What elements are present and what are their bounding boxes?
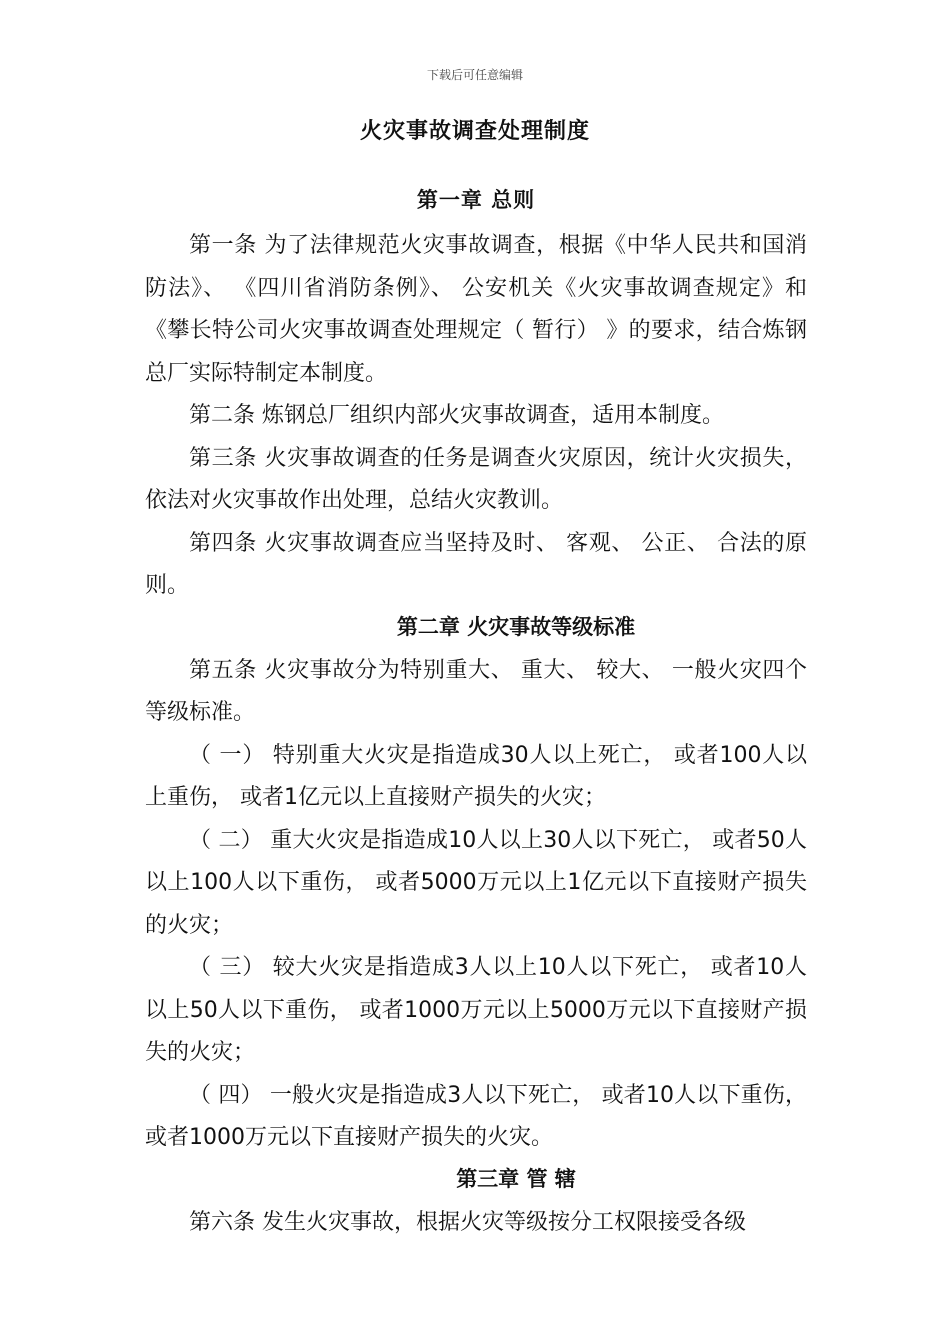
chapter-heading-2: 第二章 火灾事故等级标准 bbox=[396, 614, 636, 639]
item-3: （ 三） 较大火灾是指造成3人以上10人以下死亡， 或者10人以上50人以下重伤， 或者1000万元以上5000万元以下直接财产损失的火灾； bbox=[145, 955, 807, 1065]
item-2: （ 二） 重大火灾是指造成10人以上30人以下死亡， 或者50人以上100人以下重伤， 或者5000万元以上1亿元以下直接财产损失的火灾； bbox=[145, 827, 807, 938]
item-1: （ 一） 特别重大火灾是指造成30人以上死亡， 或者100人以上重伤， 或者1亿元以上直接财产损失的火灾； bbox=[145, 742, 807, 810]
chapter-heading-1: 第一章 总则 bbox=[416, 188, 536, 212]
article-2: 第二条 炼钢总厂组织内部火灾事故调查，适用本制度。 bbox=[189, 403, 724, 428]
chapter-heading-3: 第三章 管 辖 bbox=[456, 1166, 576, 1191]
item-4: （ 四） 一般火灾是指造成3人以下死亡， 或者10人以下重伤， 或者1000万元以下直接财产损失的火灾。 bbox=[145, 1082, 807, 1150]
article-1: 第一条 为了法律规范火灾事故调查，根据《中华人民共和国消防法》、 《四川省消防条例》、 公安机关《火灾事故调查规定》和《攀长特公司火灾事故调查处理规定（ 暂行） 》的要求，结合炼钢总厂实际特制定本制度。 bbox=[145, 233, 807, 386]
document-title: 火灾事故调查处理制度 bbox=[359, 119, 590, 144]
article-5: 第五条 火灾事故分为特别重大、 重大、 较大、 一般火灾四个等级标准。 bbox=[145, 657, 807, 725]
article-4: 第四条 火灾事故调查应当坚持及时、 客观、 公正、 合法的原则。 bbox=[145, 530, 807, 598]
document-body bbox=[145, 181, 807, 1244]
page-header: 下载后可任意编辑 bbox=[426, 68, 523, 82]
article-6: 第六条 发生火灾事故，根据火灾等级按分工权限接受各级 bbox=[189, 1209, 746, 1235]
article-3: 第三条 火灾事故调查的任务是调查火灾原因，统计火灾损失，依法对火灾事故作出处理，总结火灾教训。 bbox=[145, 445, 807, 513]
